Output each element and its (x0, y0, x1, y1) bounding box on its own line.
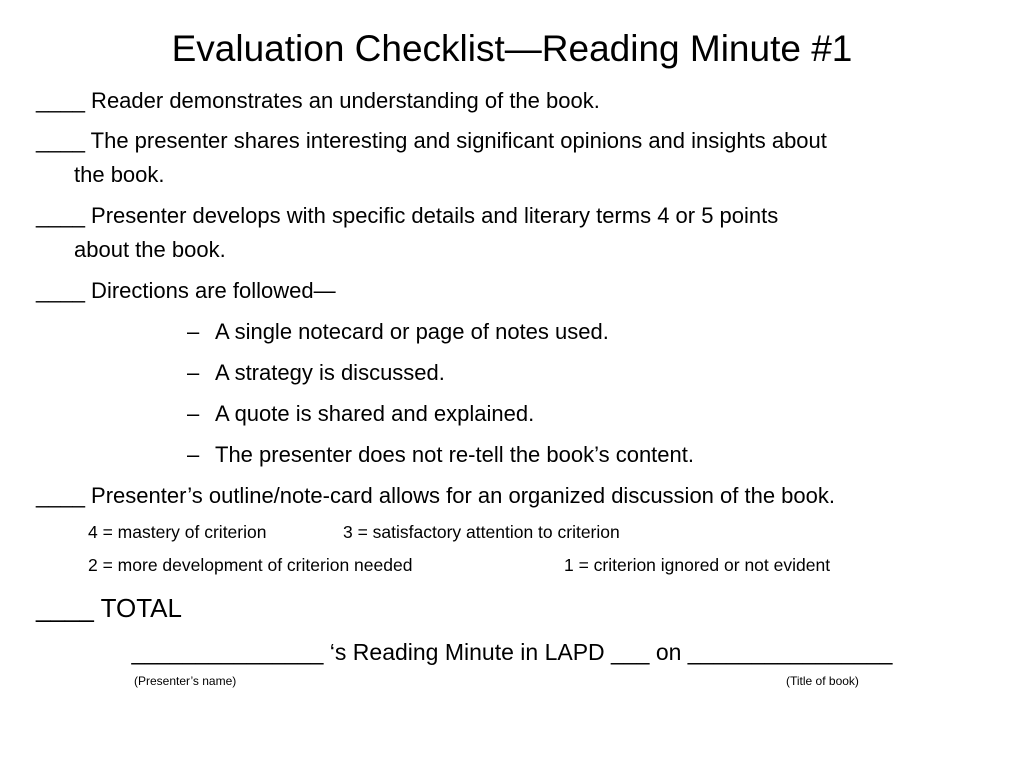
checklist-item-details: ____ Presenter develops with specific details and literary terms 4 or 5 points (36, 203, 779, 228)
scale-satisfactory: 3 = satisfactory attention to criterion (343, 522, 620, 542)
sub-item-notecard (187, 315, 609, 349)
total-line: ____ TOTAL (36, 593, 182, 623)
sub-item-retell (187, 438, 694, 472)
dash-bullet: – (187, 319, 200, 344)
checklist-item-opinions: ____ The presenter shares interesting and significant opinions and insights about (36, 128, 827, 153)
sub-item-text: A strategy is discussed. (215, 360, 445, 385)
page-title: Evaluation Checklist—Reading Minute #1 (171, 28, 853, 69)
signature-line: _______________ ‘s Reading Minute in LAPD ___ on ________________ (131, 639, 893, 665)
sub-item-strategy (187, 356, 445, 390)
checklist-item-opinions-continued: the book. (74, 162, 165, 187)
checklist-item-understanding: ____ Reader demonstrates an understanding of the book. (36, 88, 600, 113)
sub-item-text: The presenter does not re-tell the book’s content. (215, 442, 694, 467)
sub-item-text: A single notecard or page of notes used. (215, 319, 609, 344)
presenter-name-caption: (Presenter’s name) (134, 674, 237, 688)
book-title-caption: (Title of book) (786, 674, 859, 688)
dash-bullet: – (187, 401, 200, 426)
checklist-item-details-continued: about the book. (74, 237, 226, 262)
sub-item-quote (187, 397, 534, 431)
scale-more-development: 2 = more development of criterion needed (88, 555, 413, 575)
scale-ignored: 1 = criterion ignored or not evident (564, 555, 831, 575)
checklist-item-directions: ____ Directions are followed— (36, 278, 336, 303)
checklist-item-outline: ____ Presenter’s outline/note-card allows for an organized discussion of the book. (36, 483, 836, 508)
sub-item-text: A quote is shared and explained. (215, 401, 535, 426)
dash-bullet: – (187, 442, 200, 467)
dash-bullet: – (187, 360, 200, 385)
scale-mastery: 4 = mastery of criterion (88, 522, 267, 542)
